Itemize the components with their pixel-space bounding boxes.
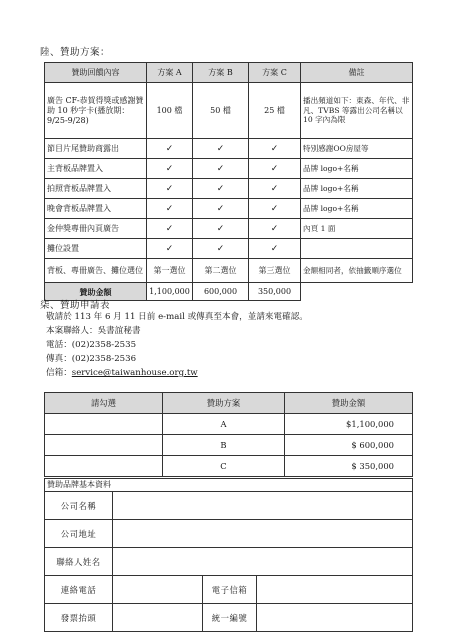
row-plan-c: 第三選位 <box>249 259 301 283</box>
table-row <box>45 139 413 159</box>
row-plan-c: 25 檔 <box>249 83 301 139</box>
check-icon: ✓ <box>193 179 249 199</box>
check-icon: ✓ <box>193 199 249 219</box>
contact-name-field[interactable] <box>113 548 413 576</box>
total-label: 贊助金額 <box>45 283 147 301</box>
row-item: 廣告 CF-恭賀得獎或感謝贊助 10 秒字卡(播放期：9/25-9/28) <box>45 83 147 139</box>
contact-name-row <box>45 548 413 576</box>
plan-c-checkbox[interactable] <box>45 456 163 477</box>
total-plan-a: 1,100,000 <box>147 283 193 301</box>
check-icon: ✓ <box>147 239 193 259</box>
phone-text: 電話：(02)2358-2535 <box>46 340 137 350</box>
table-row <box>45 159 413 179</box>
header-plan-b: 方案 B <box>193 63 249 83</box>
company-name-row <box>45 492 413 520</box>
total-plan-b: 600,000 <box>193 283 249 301</box>
row-item: 攤位設置 <box>45 239 147 259</box>
table-row <box>45 199 413 219</box>
company-name-label: 公司名稱 <box>45 492 113 520</box>
row-note: 內頁 1 面 <box>301 219 413 239</box>
deadline-text: 敬請於 113 年 6 月 11 日前 e-mail 或傳真至本會，並請來電確認。 <box>46 312 308 322</box>
plan-b-checkbox[interactable] <box>45 435 163 456</box>
row-item: 金仲獎專冊內頁廣告 <box>45 219 147 239</box>
company-address-row <box>45 520 413 548</box>
contact-name-label: 聯絡人姓名 <box>45 548 113 576</box>
invoice-row <box>45 604 413 632</box>
email-line <box>46 366 308 380</box>
header-select: 請勾選 <box>45 393 163 414</box>
company-address-field[interactable] <box>113 520 413 548</box>
contact-phone-label: 連絡電話 <box>45 576 113 604</box>
header-plan-a: 方案 A <box>147 63 193 83</box>
check-icon: ✓ <box>147 159 193 179</box>
header-note: 備註 <box>301 63 413 83</box>
check-icon: ✓ <box>193 219 249 239</box>
row-plan-a: 第一選位 <box>147 259 193 283</box>
plan-row-c <box>45 456 413 477</box>
tax-id-label: 統一編號 <box>203 604 257 632</box>
fax-text: 傳真：(02)2358-2536 <box>46 354 137 364</box>
check-icon: ✓ <box>249 239 301 259</box>
plan-row-a <box>45 414 413 435</box>
check-icon: ✓ <box>249 219 301 239</box>
email-link[interactable]: service@taiwanhouse.org.tw <box>71 368 198 378</box>
total-plan-c: 350,000 <box>249 283 301 301</box>
header-plan: 贊助方案 <box>163 393 285 414</box>
check-icon: ✓ <box>147 179 193 199</box>
plan-c-name: C <box>163 456 285 477</box>
plan-a-amount: $1,100,000 <box>285 414 413 435</box>
plan-table-header <box>45 63 413 83</box>
row-note: 品牌 logo+名稱 <box>301 179 413 199</box>
check-icon: ✓ <box>147 139 193 159</box>
check-icon: ✓ <box>249 139 301 159</box>
row-item: 背板、專冊廣告、攤位選位 <box>45 259 147 283</box>
email-field[interactable] <box>257 576 413 604</box>
company-name-field[interactable] <box>113 492 413 520</box>
row-note: 品牌 logo+名稱 <box>301 159 413 179</box>
row-item: 晚會背板品牌置入 <box>45 199 147 219</box>
check-icon: ✓ <box>249 159 301 179</box>
contact-phone-field[interactable] <box>113 576 203 604</box>
row-note: 播出頻道如下：東森、年代、非凡、TVBS 等露出公司名稱以 10 字內為限 <box>301 83 413 139</box>
check-icon: ✓ <box>147 199 193 219</box>
company-address-label: 公司地址 <box>45 520 113 548</box>
contact-person: 本案聯絡人：吳書誼秘書 <box>46 326 141 336</box>
row-note: 品牌 logo+名稱 <box>301 199 413 219</box>
email-label: 信箱： <box>46 368 72 378</box>
check-icon: ✓ <box>193 139 249 159</box>
table-row <box>45 83 413 139</box>
row-plan-b: 第二選位 <box>193 259 249 283</box>
table-row <box>45 179 413 199</box>
plan-a-name: A <box>163 414 285 435</box>
row-plan-b: 50 檔 <box>193 83 249 139</box>
section6-title: 陸、贊助方案： <box>40 47 111 58</box>
brand-info-table <box>44 478 413 632</box>
table-row <box>45 239 413 259</box>
section7-title: 柒、贊助申請表 <box>40 300 111 311</box>
form-header <box>45 393 413 414</box>
row-item: 主背板品牌置入 <box>45 159 147 179</box>
check-icon: ✓ <box>193 159 249 179</box>
application-info <box>46 310 308 380</box>
header-amount: 贊助金額 <box>285 393 413 414</box>
brand-title-row <box>45 479 413 492</box>
email-field-label: 電子信箱 <box>203 576 257 604</box>
row-note: 金額相同者，依抽籤順序選位 <box>301 259 413 283</box>
contact-phone-row <box>45 576 413 604</box>
check-icon: ✓ <box>249 179 301 199</box>
sponsorship-plan-table <box>44 62 413 301</box>
row-item: 節目片尾贊助商露出 <box>45 139 147 159</box>
plan-b-name: B <box>163 435 285 456</box>
header-plan-c: 方案 C <box>249 63 301 83</box>
table-row <box>45 259 413 283</box>
table-row <box>45 219 413 239</box>
row-note: 特別感謝OO房屋等 <box>301 139 413 159</box>
row-plan-a: 100 檔 <box>147 83 193 139</box>
plan-select-table <box>44 392 413 477</box>
plan-b-amount: $ 600,000 <box>285 435 413 456</box>
invoice-title-field[interactable] <box>113 604 203 632</box>
row-item: 拍照背板品牌置入 <box>45 179 147 199</box>
brand-info-title: 贊助品牌基本資料 <box>45 479 413 492</box>
plan-a-checkbox[interactable] <box>45 414 163 435</box>
invoice-title-label: 發票抬頭 <box>45 604 113 632</box>
plan-c-amount: $ 350,000 <box>285 456 413 477</box>
row-note <box>301 239 413 259</box>
check-icon: ✓ <box>249 199 301 219</box>
check-icon: ✓ <box>147 219 193 239</box>
check-icon: ✓ <box>193 239 249 259</box>
tax-id-field[interactable] <box>257 604 413 632</box>
total-note-empty <box>301 283 413 301</box>
header-item: 贊助回饋內容 <box>45 63 147 83</box>
plan-row-b <box>45 435 413 456</box>
